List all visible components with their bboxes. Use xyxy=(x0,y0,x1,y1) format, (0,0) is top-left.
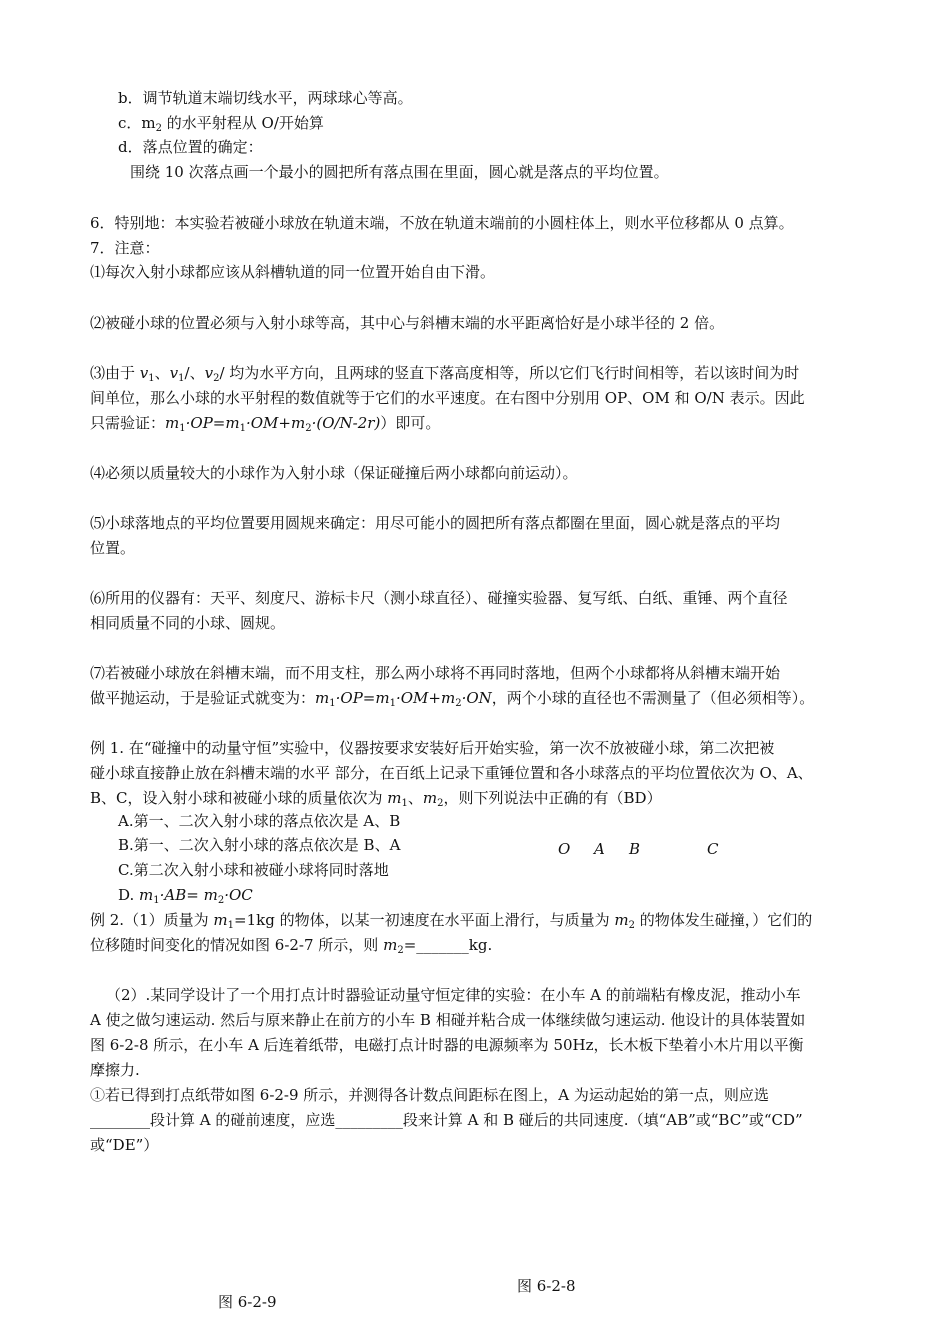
example-2-part2-line1: （2）.某同学设计了一个用打点计时器验证动量守恒定律的实验：在小车 A 的前端粘有橡皮泥，推动小车 xyxy=(106,986,801,1004)
note-3-line2: 间单位，那么小球的水平射程的数值就等于它们的水平速度。在右图中分别用 OP、OM 和 O/N 表示。因此 xyxy=(90,389,805,407)
note-3-line1: ⑶由于 $v_1$、$v_1/$、$v_2/$ 均为水平方向，且两球的竖直下落高度相等，所以它们飞行时间相等，若以该时间为时 xyxy=(90,364,800,384)
option-a: A.第一、二次入射小球的落点依次是 A、B xyxy=(118,812,401,830)
item-d: d．落点位置的确定： xyxy=(118,138,263,156)
figure-caption-6-2-8: 图 6-2-8 xyxy=(517,1277,576,1295)
figure-caption-6-2-9: 图 6-2-9 xyxy=(218,1293,277,1311)
note-6-line2: 相同质量不同的小球、圆规。 xyxy=(90,614,286,632)
example-2-line2: 位移随时间变化的情况如图 6-2-7 所示，则 $m_2=\_\_\_\_\_\_\_kg$. xyxy=(90,936,493,956)
para-7: 7．注意： xyxy=(90,239,160,257)
option-c: C.第二次入射小球和被碰小球将同时落地 xyxy=(118,861,389,879)
example-2-part2-line2: A 使之做匀速运动. 然后与原来静止在前方的小车 B 相碰并粘合成一体继续做匀速运动. 他设计的具体装置如 xyxy=(90,1011,806,1029)
question-1-line2: ________段计算 A 的碰前速度，应选_________段来计算 A 和 B 碰后的共同速度.（填“AB”或“BC”或“CD” xyxy=(90,1111,803,1129)
point-label-b: B xyxy=(629,840,641,858)
note-6-line1: ⑹所用的仪器有：天平、刻度尺、游标卡尺（测小球直径）、碰撞实验器、复写纸、白纸、重锤、两个直径 xyxy=(90,589,788,607)
note-7-line2: 做平抛运动，于是验证式就变为：$m_1\cdot OP=m_1\cdot OM+m_2\cdot ON$，两个小球的直径也不需测量了（但必须相等）。 xyxy=(90,689,815,709)
option-d: D. $m_1\cdot AB= m_2\cdot OC$ xyxy=(118,886,253,906)
note-3-line3: 只需验证：$m_1\cdot OP=m_1\cdot OM+m_2\cdot(O/N-2r)$）即可。 xyxy=(90,414,441,434)
example-1-line2: 碰小球直接静止放在斜槽末端的水平 部分，在百纸上记录下重锤位置和各小球落点的平均位置依次为 O、A、 xyxy=(90,764,813,782)
note-4: ⑷必须以质量较大的小球作为入射小球（保证碰撞后两小球都向前运动）。 xyxy=(90,464,578,482)
item-d-detail: 围绕 10 次落点画一个最小的圆把所有落点围在里面，圆心就是落点的平均位置。 xyxy=(130,163,669,181)
note-5-line2: 位置。 xyxy=(90,539,136,557)
note-5-line1: ⑸小球落地点的平均位置要用圆规来确定：用尽可能小的圆把所有落点都圈在里面，圆心就是落点的平均 xyxy=(90,514,781,532)
point-label-a: A xyxy=(594,840,605,858)
item-c: c．$m_2$ 的水平射程从 O/开始算 xyxy=(118,114,324,134)
question-1-line3: 或“DE”） xyxy=(90,1136,159,1154)
question-1-line1: ①若已得到打点纸带如图 6-2-9 所示，并测得各计数点间距标在图上，A 为运动起始的第一点，则应选 xyxy=(90,1086,769,1104)
item-b: b．调节轨道末端切线水平，两球球心等高。 xyxy=(118,89,413,107)
point-label-o: O xyxy=(558,840,571,858)
example-1-line1: 例 1. 在“碰撞中的动量守恒”实验中，仪器按要求安装好后开始实验，第一次不放被碰小球，第二次把被 xyxy=(90,739,775,757)
point-label-c: C xyxy=(707,840,719,858)
note-2: ⑵被碰小球的位置必须与入射小球等高，其中心与斜槽末端的水平距离恰好是小球半径的 2 倍。 xyxy=(90,314,725,332)
note-7-line1: ⑺若被碰小球放在斜槽末端，而不用支柱，那么两小球将不再同时落地，但两个小球都将从斜槽末端开始 xyxy=(90,664,781,682)
example-1-line3: B、C，设入射小球和被碰小球的质量依次为 $m_1$、$m_2$，则下列说法中正确的有（BD） xyxy=(90,789,662,809)
example-2-part2-line3: 图 6-2-8 所示，在小车 A 后连着纸带，电磁打点计时器的电源频率为 50Hz，长木板下垫着小木片用以平衡 xyxy=(90,1036,804,1054)
para-6: 6．特别地：本实验若被碰小球放在轨道末端，不放在轨道末端前的小圆柱体上，则水平位移都从 0 点算。 xyxy=(90,214,794,232)
option-b: B.第一、二次入射小球的落点依次是 B、A xyxy=(118,836,401,854)
note-1: ⑴每次入射小球都应该从斜槽轨道的同一位置开始自由下滑。 xyxy=(90,263,496,281)
example-2-part2-line4: 摩擦力. xyxy=(90,1061,140,1079)
example-2-line1: 例 2.（1）质量为 $m_1=1kg$ 的物体，以某一初速度在水平面上滑行，与质量为 $m_2$ 的物体发生碰撞，）它们的 xyxy=(90,911,813,931)
